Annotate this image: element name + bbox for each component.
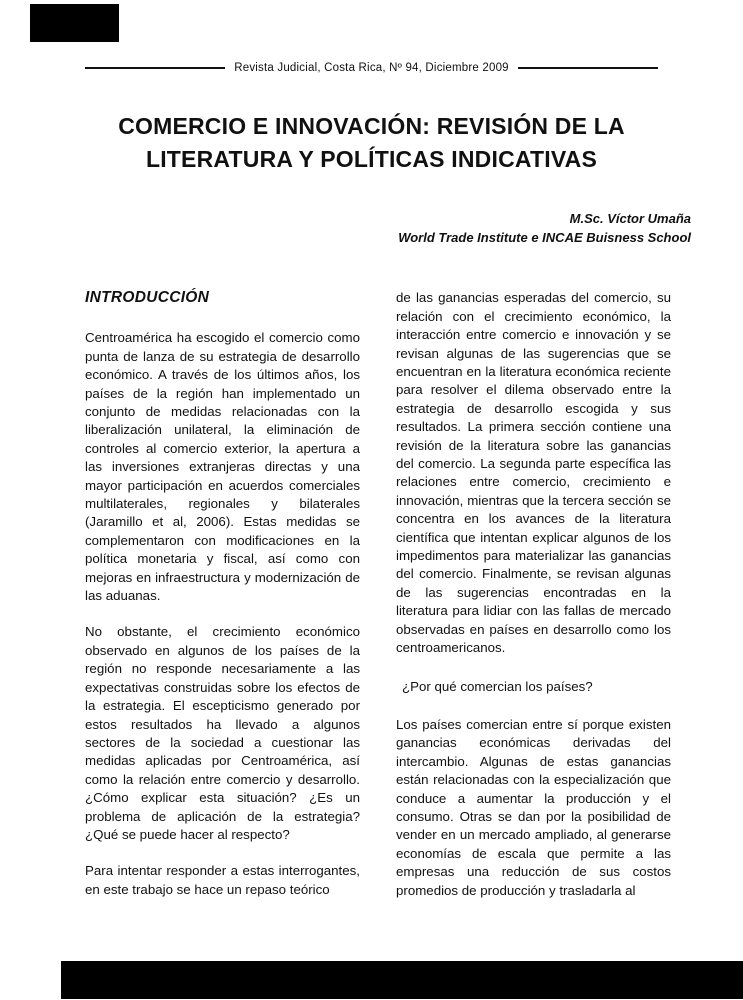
journal-header bbox=[85, 62, 658, 74]
right-column bbox=[396, 289, 671, 918]
article-title: COMERCIO E INNOVACIÓN: REVISIÓN DE LA LITERATURA Y POLÍTICAS INDICATIVAS bbox=[118, 113, 625, 173]
scan-artifact-bottom bbox=[61, 961, 743, 999]
author-block bbox=[0, 210, 743, 248]
header-rule-right bbox=[518, 67, 658, 69]
left-column bbox=[85, 289, 360, 918]
paragraph: Para intentar responder a estas interrogantes, en este trabajo se hace un repaso teórico bbox=[85, 863, 360, 897]
subsection-question: ¿Por qué comercian los países? bbox=[402, 678, 593, 694]
article-body bbox=[85, 289, 671, 918]
journal-title: Revista Judicial, Costa Rica, Nº 94, Diciembre 2009 bbox=[234, 62, 509, 74]
author-affiliation: World Trade Institute e INCAE Buisness School bbox=[398, 229, 691, 245]
header-rule-left bbox=[85, 67, 225, 69]
paragraph: Los países comercian entre sí porque existen ganancias económicas derivadas del intercambio. Algunas de estas ganancias están relacionadas con la especialización que conduce a aumentar la producción y el consumo. Otras se dan por la posibilidad de vender en un mercado ampliado, al generarse economías de escala que permite a las empresas una reducción de sus costos promedios de producción y trasladarla al bbox=[396, 716, 671, 898]
scan-artifact-top bbox=[30, 4, 119, 42]
paragraph: No obstante, el crecimiento económico observado en algunos de los países de la región no responde necesariamente a las expectativas construidas sobre los efectos de la estrategia. El escepticismo generado por estos resultados ha llevado a algunos sectores de la sociedad a cuestionar las medidas aplicadas por Centroamérica, así como la relación entre comercio y desarrollo. ¿Cómo explicar esta situación? ¿Es un problema de aplicación de la estrategia? ¿Qué se puede hacer al respecto? bbox=[85, 624, 360, 842]
paragraph: Centroamérica ha escogido el comercio como punta de lanza de su estrategia de desarrollo económico. A través de los últimos años, los países de la región han implementado un conjunto de medidas relacionadas con la liberalización unilateral, la eliminación de controles al comercio exterior, la apertura a las inversiones extranjeras directas y una mayor participación en acuerdos comerciales multilaterales, regionales y bilaterales (Jaramillo et al, 2006). Estas medidas se complementaron con modificaciones en la política monetaria y fiscal, así como con mejoras en infraestructura y modernización de las aduanas. bbox=[85, 330, 360, 604]
section-heading-introduccion: INTRODUCCIÓN bbox=[85, 289, 210, 307]
paragraph: de las ganancias esperadas del comercio, su relación con el crecimiento económico, la interacción entre comercio e innovación y se revisan algunas de las sugerencias que se encuentran en la literatura económica reciente para resolver el dilema observado entre la estrategia de desarrollo escogida y sus resultados. La primera sección contiene una revisión de la literatura sobre las ganancias del comercio. La segunda parte específica las relaciones entre comercio, crecimiento e innovación, mientras que la tercera sección se concentra en los avances de la literatura científica que intentan explicar algunos de los impedimentos para materializar las ganancias del comercio. Finalmente, se revisan algunas de las sugerencias encontradas en la literatura para lidiar con las fallas de mercado observadas en países en desarrollo como los centroamericanos. bbox=[396, 290, 671, 656]
author-name: M.Sc. Víctor Umaña bbox=[569, 210, 691, 226]
